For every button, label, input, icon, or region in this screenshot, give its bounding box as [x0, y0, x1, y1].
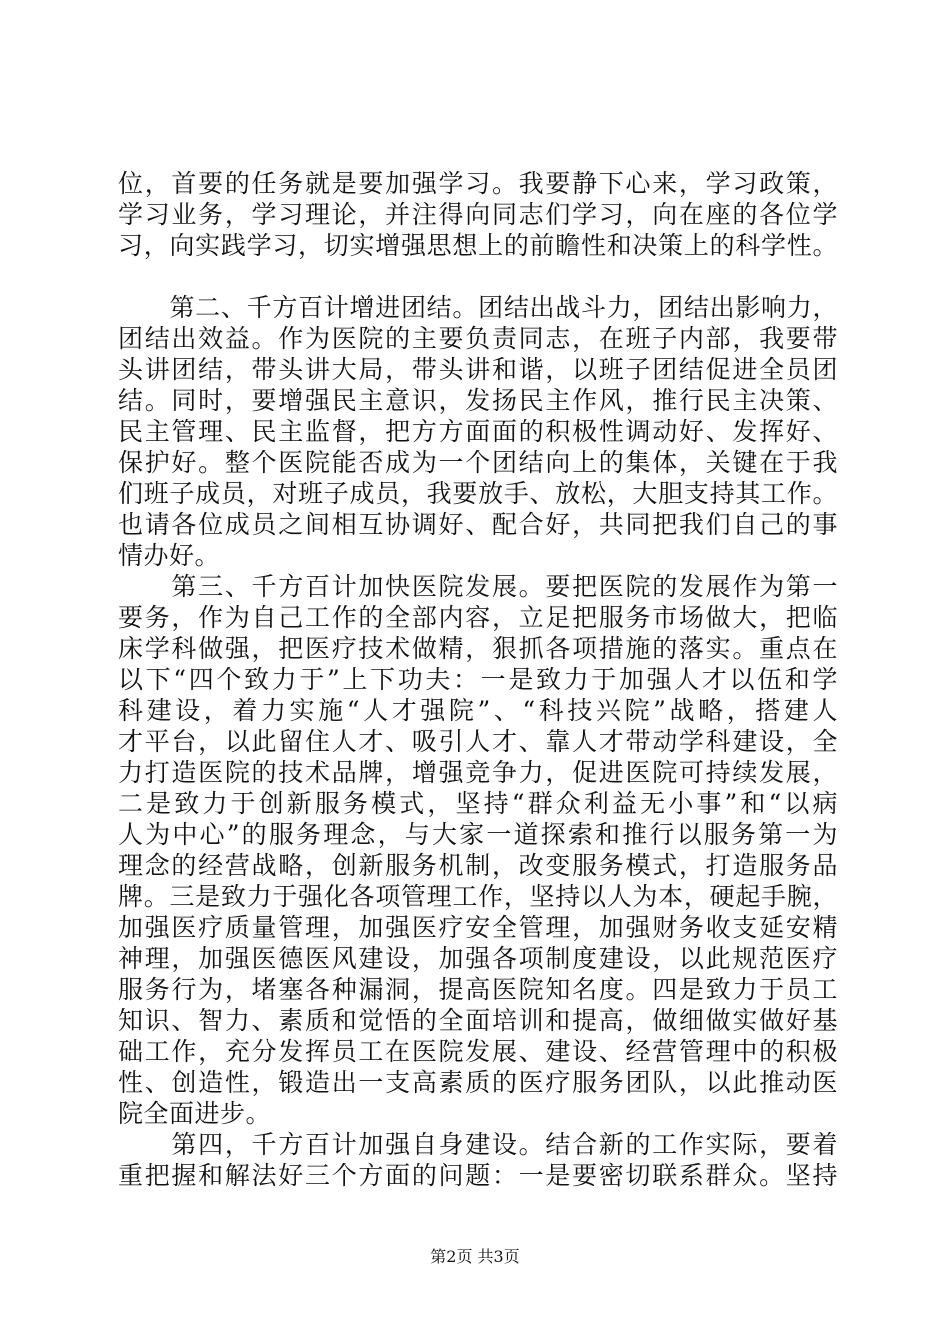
- text-line: 服务行为，堵塞各种漏洞，提高医院知名度。四是致力于员工: [118, 975, 838, 1004]
- paragraph-development: [118, 571, 838, 1129]
- text-line: 人为中心”的服务理念，与大家一道探索和推行以服务第一为: [118, 820, 838, 849]
- text-line: 知识、智力、素质和觉悟的全面培训和提高，做细做实做好基: [118, 1006, 838, 1035]
- text-line: 结。同时，要增强民主意识，发扬民主作风，推行民主决策、: [118, 386, 838, 415]
- text-line: 头讲团结，带头讲大局，带头讲和谐，以班子团结促进全员团: [118, 355, 838, 384]
- paragraph-study: [118, 168, 838, 261]
- text-line: 要务，作为自己工作的全部内容，立足把服务市场做大，把临: [118, 603, 838, 632]
- text-line: 牌。三是致力于强化各项管理工作，坚持以人为本，硬起手腕，: [118, 882, 838, 911]
- text-line: 加强医疗质量管理，加强医疗安全管理，加强财务收支延安精: [118, 913, 838, 942]
- text-line: 以下“四个致力于”上下功夫：一是致力于加强人才以伍和学: [118, 665, 838, 694]
- text-line: 民主管理、民主监督，把方方面面的积极性调动好、发挥好、: [118, 417, 838, 446]
- text-line: 力打造医院的技术品牌，增强竞争力，促进医院可持续发展，: [118, 758, 838, 787]
- text-line: 位，首要的任务就是要加强学习。我要静下心来，学习政策，: [118, 169, 838, 198]
- page-number-footer: 第2页 共3页: [430, 1247, 520, 1266]
- text-line: 第二、千方百计增进团结。团结出战斗力，团结出影响力，: [118, 293, 838, 322]
- paragraph-self-building: [118, 1129, 838, 1191]
- text-line: 理念的经营战略，创新服务机制，改变服务模式，打造服务品: [118, 851, 838, 880]
- paragraph-gap: [118, 261, 838, 292]
- text-line: 团结出效益。作为医院的主要负责同志，在班子内部，我要带: [118, 324, 838, 353]
- text-line: 院全面进步。: [118, 1099, 272, 1128]
- text-line: 科建设，着力实施“人才强院”、“科技兴院”战略，搭建人: [118, 696, 838, 725]
- text-line: 习，向实践学习，切实增强思想上的前瞻性和决策上的科学性。: [118, 231, 838, 260]
- text-line: 床学科做强，把医疗技术做精，狠抓各项措施的落实。重点在: [118, 634, 838, 663]
- text-line: 保护好。整个医院能否成为一个团结向上的集体，关键在于我: [118, 448, 838, 477]
- document-body: [118, 168, 838, 1191]
- text-line: 神理，加强医德医风建设，加强各项制度建设，以此规范医疗: [118, 944, 838, 973]
- text-line: 重把握和解法好三个方面的问题：一是要密切联系群众。坚持: [118, 1161, 838, 1190]
- text-line: 第四，千方百计加强自身建设。结合新的工作实际，要着: [118, 1130, 838, 1159]
- text-line: 性、创造性，锻造出一支高素质的医疗服务团队，以此推动医: [118, 1068, 838, 1097]
- text-line: 第三、千方百计加快医院发展。要把医院的发展作为第一: [118, 572, 838, 601]
- text-line: 情办好。: [118, 541, 221, 570]
- text-line: 才平台，以此留住人才、吸引人才、靠人才带动学科建设，全: [118, 727, 838, 756]
- text-line: 们班子成员，对班子成员，我要放手、放松，大胆支持其工作。: [118, 479, 838, 508]
- paragraph-unity: [118, 292, 838, 571]
- text-line: 学习业务，学习理论，并注得向同志们学习，向在座的各位学: [118, 200, 838, 229]
- text-line: 二是致力于创新服务模式，坚持“群众利益无小事”和“以病: [118, 789, 838, 818]
- text-line: 也请各位成员之间相互协调好、配合好，共同把我们自己的事: [118, 510, 838, 539]
- text-line: 础工作，充分发挥员工在医院发展、建设、经营管理中的积极: [118, 1037, 838, 1066]
